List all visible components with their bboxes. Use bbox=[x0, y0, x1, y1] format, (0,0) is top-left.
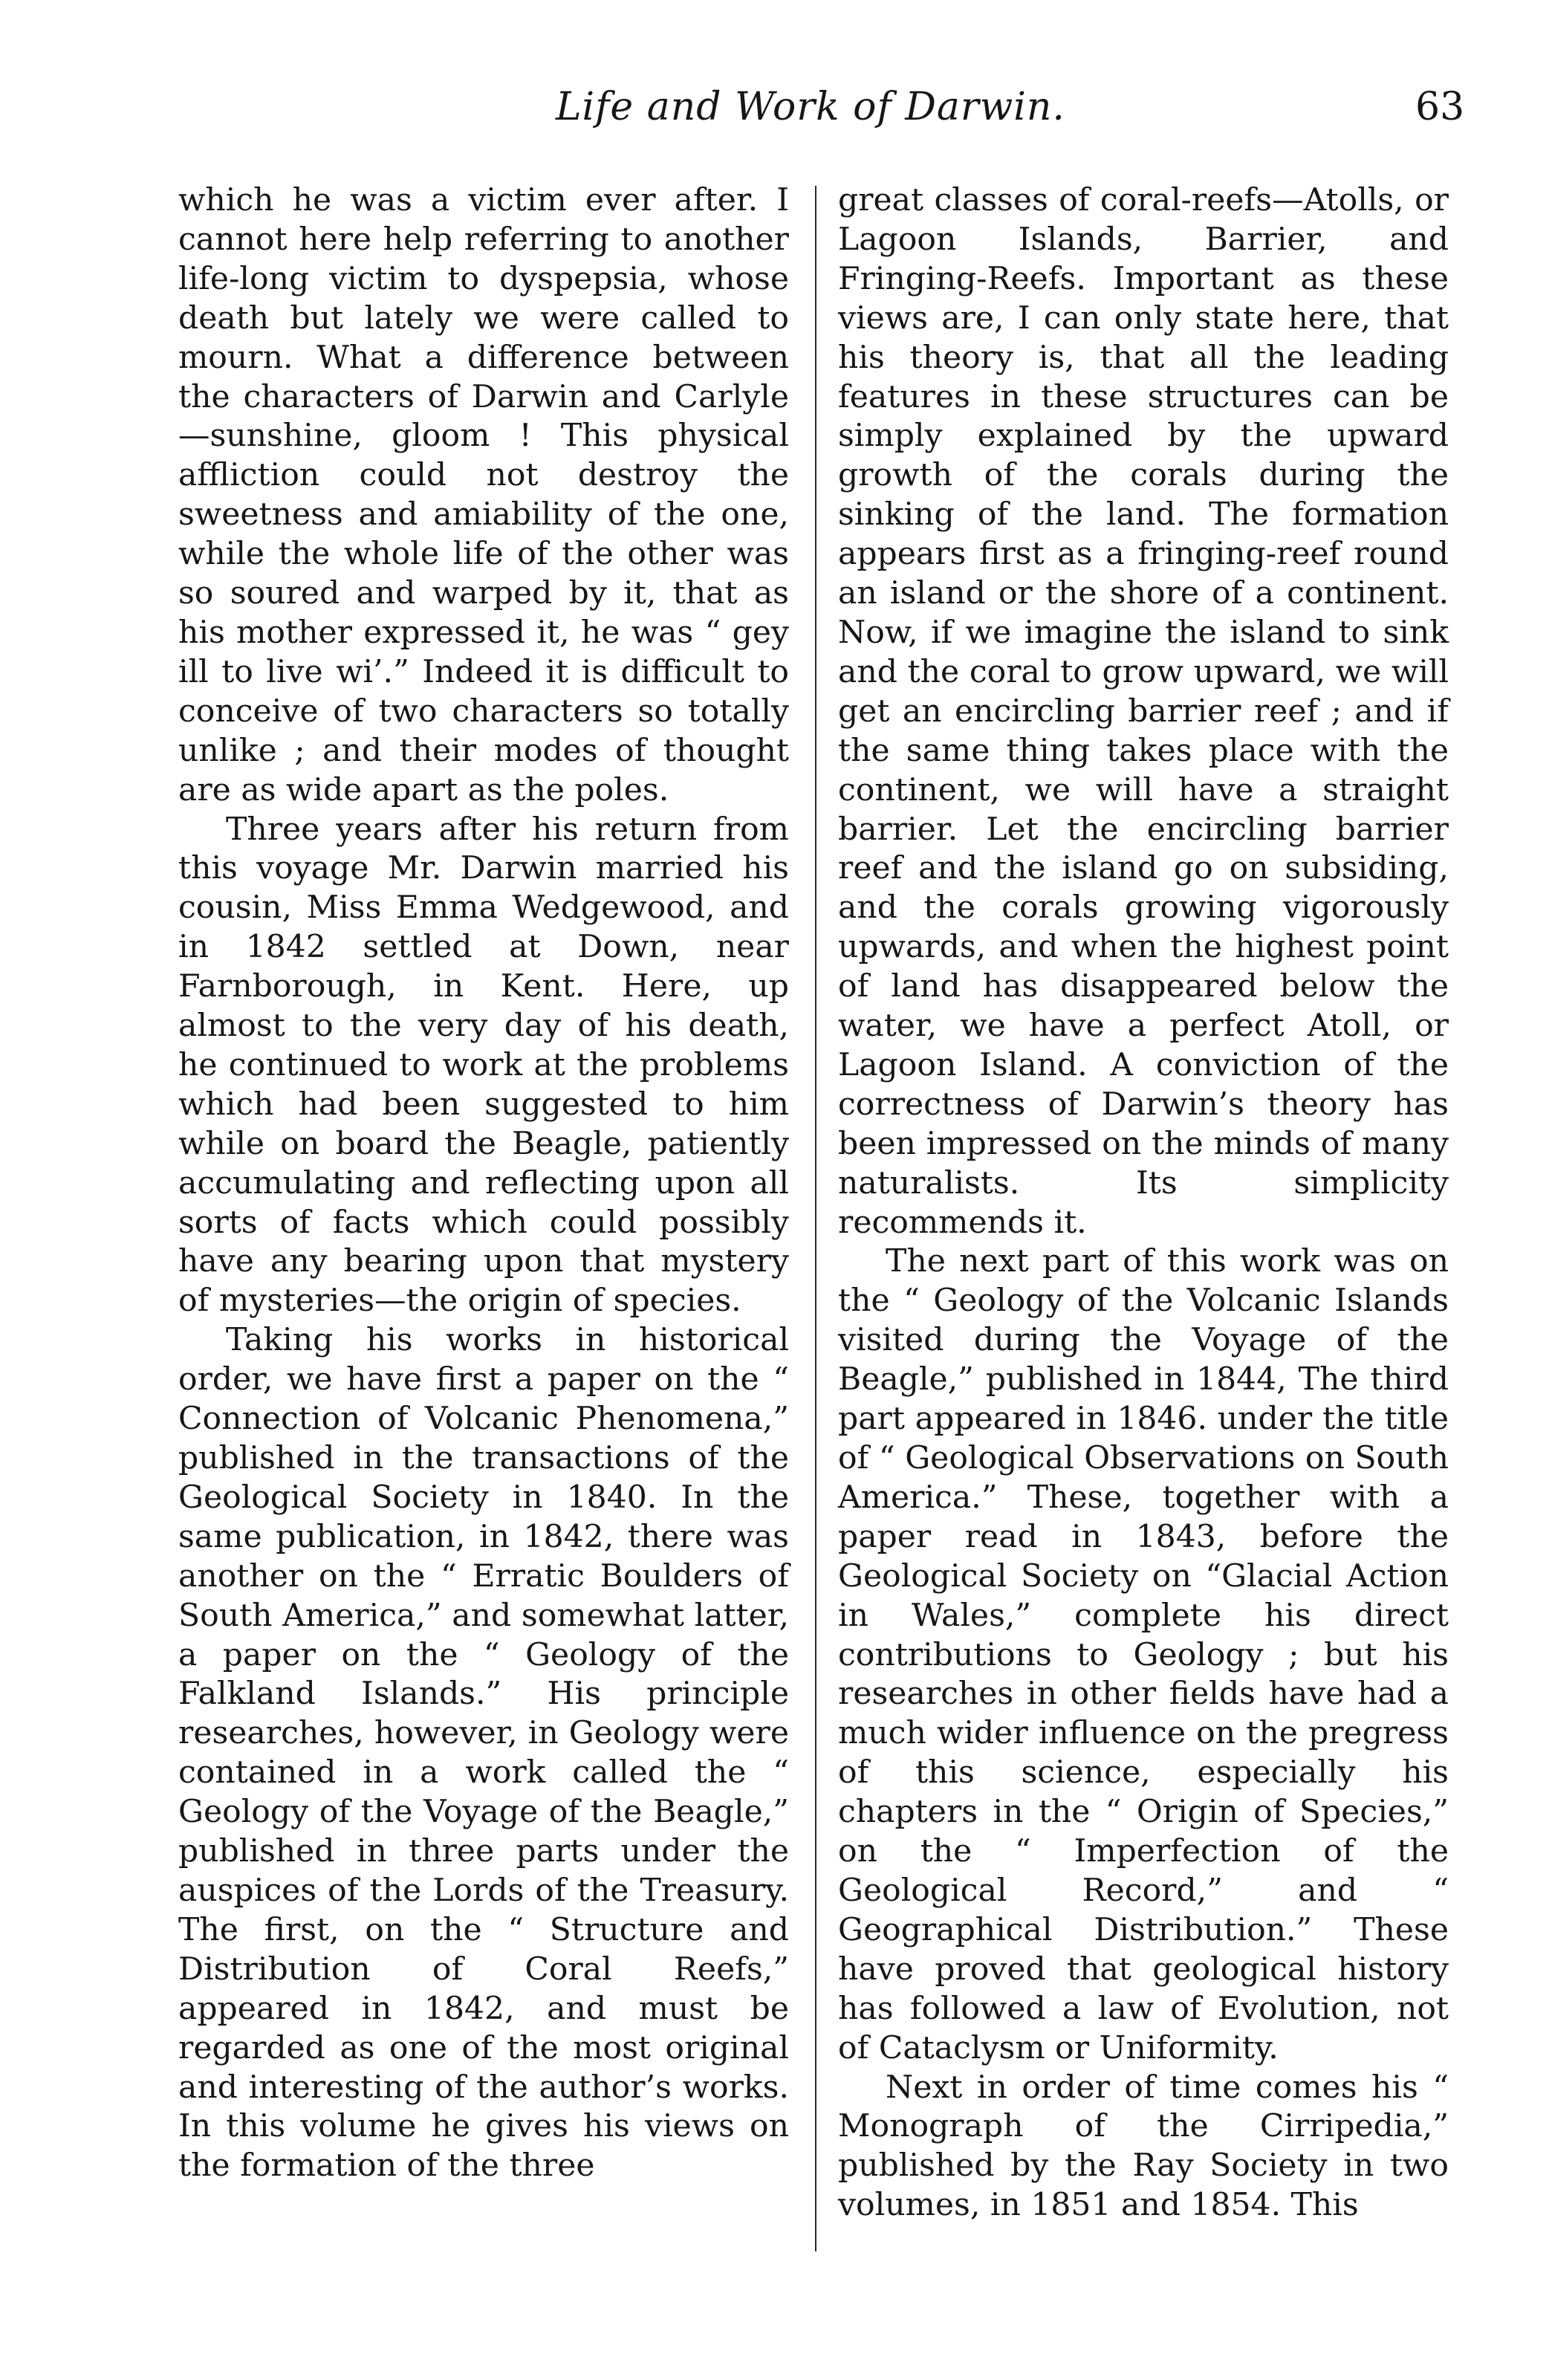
paragraph: Next in order of time comes his “ Monograph of the Cirripedia,” published by the Ray Society in two volumes, in 1851 and 1854. This bbox=[838, 2069, 1449, 2224]
paragraph: great classes of coral-reefs—Atolls, or Lagoon Islands, Barrier, and Fringing-Reefs. Important as these views are, I can only state here, that his theory is, that all the leading features in these structures can be simply explained by the upward growth of the corals during the sinking of the land. The formation appears first as a fringing-reef round an island or the shore of a continent. Now, if we imagine the island to sink and the coral to grow upward, we will get an encircling barrier reef ; and if the same thing takes place with the continent, we will have a straight barrier. Let the encircling barrier reef and the island go on subsiding, and the corals growing vigorously upwards, and when the highest point of land has disappeared below the water, we have a perfect Atoll, or Lagoon Island. A conviction of the correctness of Darwin’s theory has been impressed on the minds of many naturalists. Its simplicity recommends it. bbox=[838, 182, 1449, 1241]
paragraph: which he was a victim ever after. I cannot here help referring to another life-long victim to dyspepsia, whose death but lately we were called to mourn. What a difference between the characters of Darwin and Carlyle —sunshine, gloom ! This physical affliction could not destroy the sweetness and amiability of the one, while the whole life of the other was so soured and warped by it, that as his mother expressed it, he was “ gey ill to live wi’.” Indeed it is difficult to conceive of two characters so totally unlike ; and their modes of thought are as wide apart as the poles. bbox=[178, 182, 789, 808]
running-title: Life and Work of Darwin. bbox=[556, 85, 1065, 129]
column-divider bbox=[815, 186, 816, 2251]
paragraph: The next part of this work was on the “ Geology of the Volcanic Islands visited during the Voyage of the Beagle,” published in 1844, The third part appeared in 1846. under the title of “ Geological Observations on South America.” These, together with a paper read in 1843, before the Geological Society on “Glacial Action in Wales,” complete his direct contributions to Geology ; but his researches in other fields have had a much wider influence on the pregress of this science, especially his chapters in the “ Origin of Species,” on the “ Imperfection of the Geological Record,” and “ Geographical Distribution.” These have proved that geological history has followed a law of Evolution, not of Cataclysm or Uniformity. bbox=[838, 1243, 1449, 2066]
left-column bbox=[178, 181, 789, 2186]
paragraph: Three years after his return from this voyage Mr. Darwin married his cousin, Miss Emma Wedgewood, and in 1842 settled at Down, near Farnborough, in Kent. Here, up almost to the very day of his death, he continued to work at the problems which had been suggested to him while on board the Beagle, patiently accumulating and reflecting upon all sorts of facts which could possibly have any bearing upon that mystery of mysteries—the origin of species. bbox=[178, 811, 789, 1320]
running-head bbox=[0, 85, 1549, 155]
right-column bbox=[838, 181, 1449, 2225]
paragraph: Taking his works in historical order, we have first a paper on the “ Connection of Volcanic Phenomena,” published in the transactions of the Geological Society in 1840. In the same publication, in 1842, there was another on the “ Erratic Boulders of South America,” and somewhat latter, a paper on the “ Geology of the Falkland Islands.” His principle researches, however, in Geology were contained in a work called the “ Geology of the Voyage of the Beagle,” published in three parts under the auspices of the Lords of the Treasury. The first, on the “ Structure and Distribution of Coral Reefs,” appeared in 1842, and must be regarded as one of the most original and interesting of the author’s works. In this volume he gives his views on the formation of the three bbox=[178, 1322, 789, 2185]
page-number: 63 bbox=[1415, 85, 1465, 129]
